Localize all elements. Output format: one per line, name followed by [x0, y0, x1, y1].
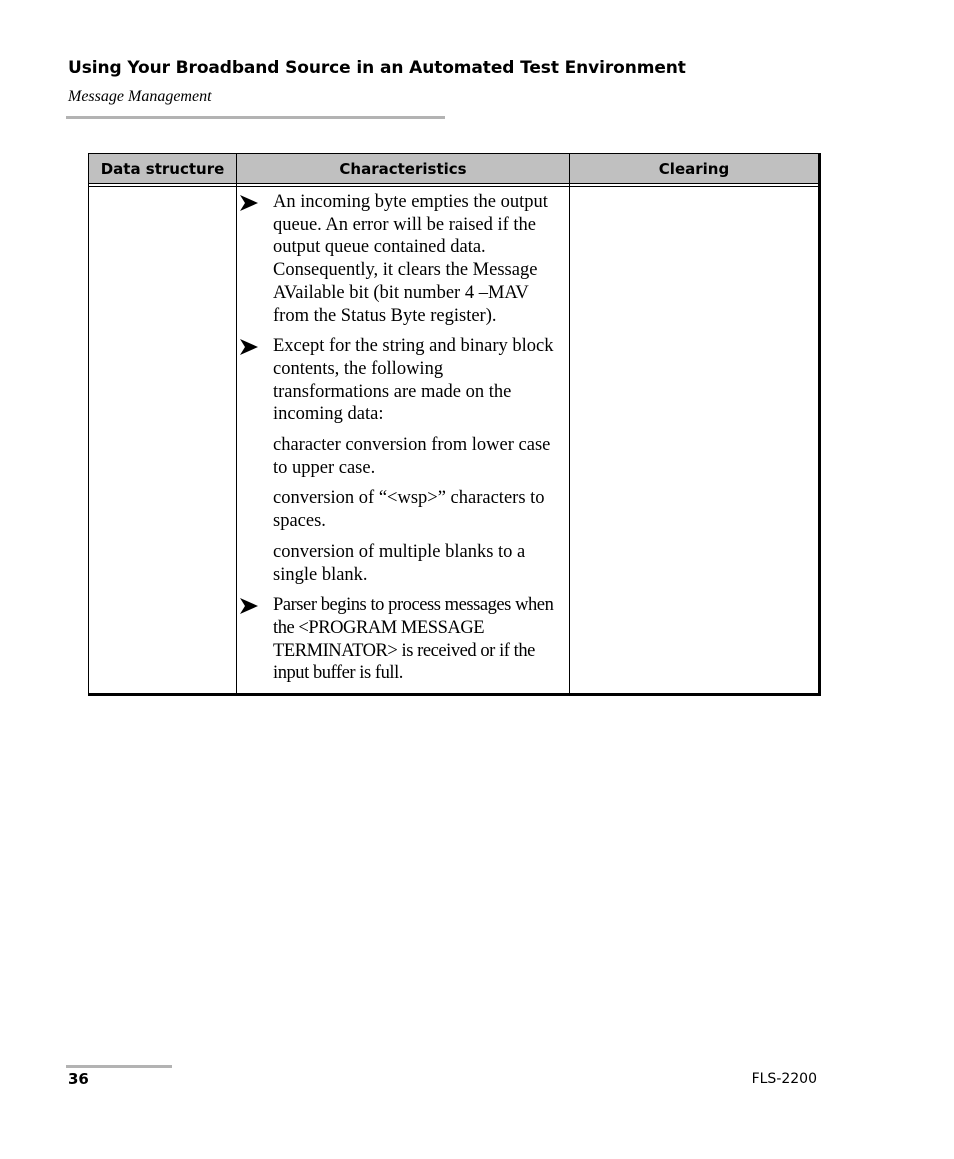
arrowhead-bullet-icon	[240, 598, 258, 614]
characteristic-text: Except for the string and binary block contents, the following transformations are made on the incoming data:	[273, 336, 554, 425]
table-header-row	[89, 154, 820, 184]
table-row	[89, 187, 820, 695]
header-rule	[66, 116, 445, 119]
page-header-subtitle: Message Management	[68, 88, 212, 105]
column-header-data-structure: Data structure	[89, 154, 237, 184]
product-name: FLS-2200	[751, 1071, 817, 1087]
arrowhead-bullet-icon	[240, 339, 258, 355]
characteristics-cell	[237, 187, 570, 695]
footer-rule	[66, 1065, 172, 1068]
sub-list-item: character conversion from lower case to upper case.	[273, 435, 551, 478]
page-header-title: Using Your Broadband Source in an Automated Test Environment	[68, 58, 686, 78]
characteristic-text: Parser begins to process messages when the <PROGRAM MESSAGE TERMINATOR> is received or if the input buffer is full.	[273, 595, 554, 684]
message-structure-table	[88, 153, 821, 696]
data-structure-cell	[89, 187, 237, 695]
characteristic-text: An incoming byte empties the output queue. An error will be raised if the output queue contained data. Consequently, it clears the Message AVailable bit (bit number 4 –MAV from the Status Byte register).	[273, 192, 548, 326]
sub-list-item: conversion of “<wsp>” characters to spaces.	[273, 488, 545, 532]
column-header-clearing: Clearing	[570, 154, 820, 184]
arrowhead-bullet-icon	[240, 195, 258, 211]
sub-list-item: conversion of multiple blanks to a single blank.	[273, 541, 526, 585]
list-item	[237, 594, 569, 685]
list-item	[237, 191, 569, 327]
clearing-cell	[570, 187, 820, 695]
page-number: 36	[68, 1070, 89, 1088]
list-item	[237, 335, 569, 426]
column-header-characteristics: Characteristics	[237, 154, 570, 184]
